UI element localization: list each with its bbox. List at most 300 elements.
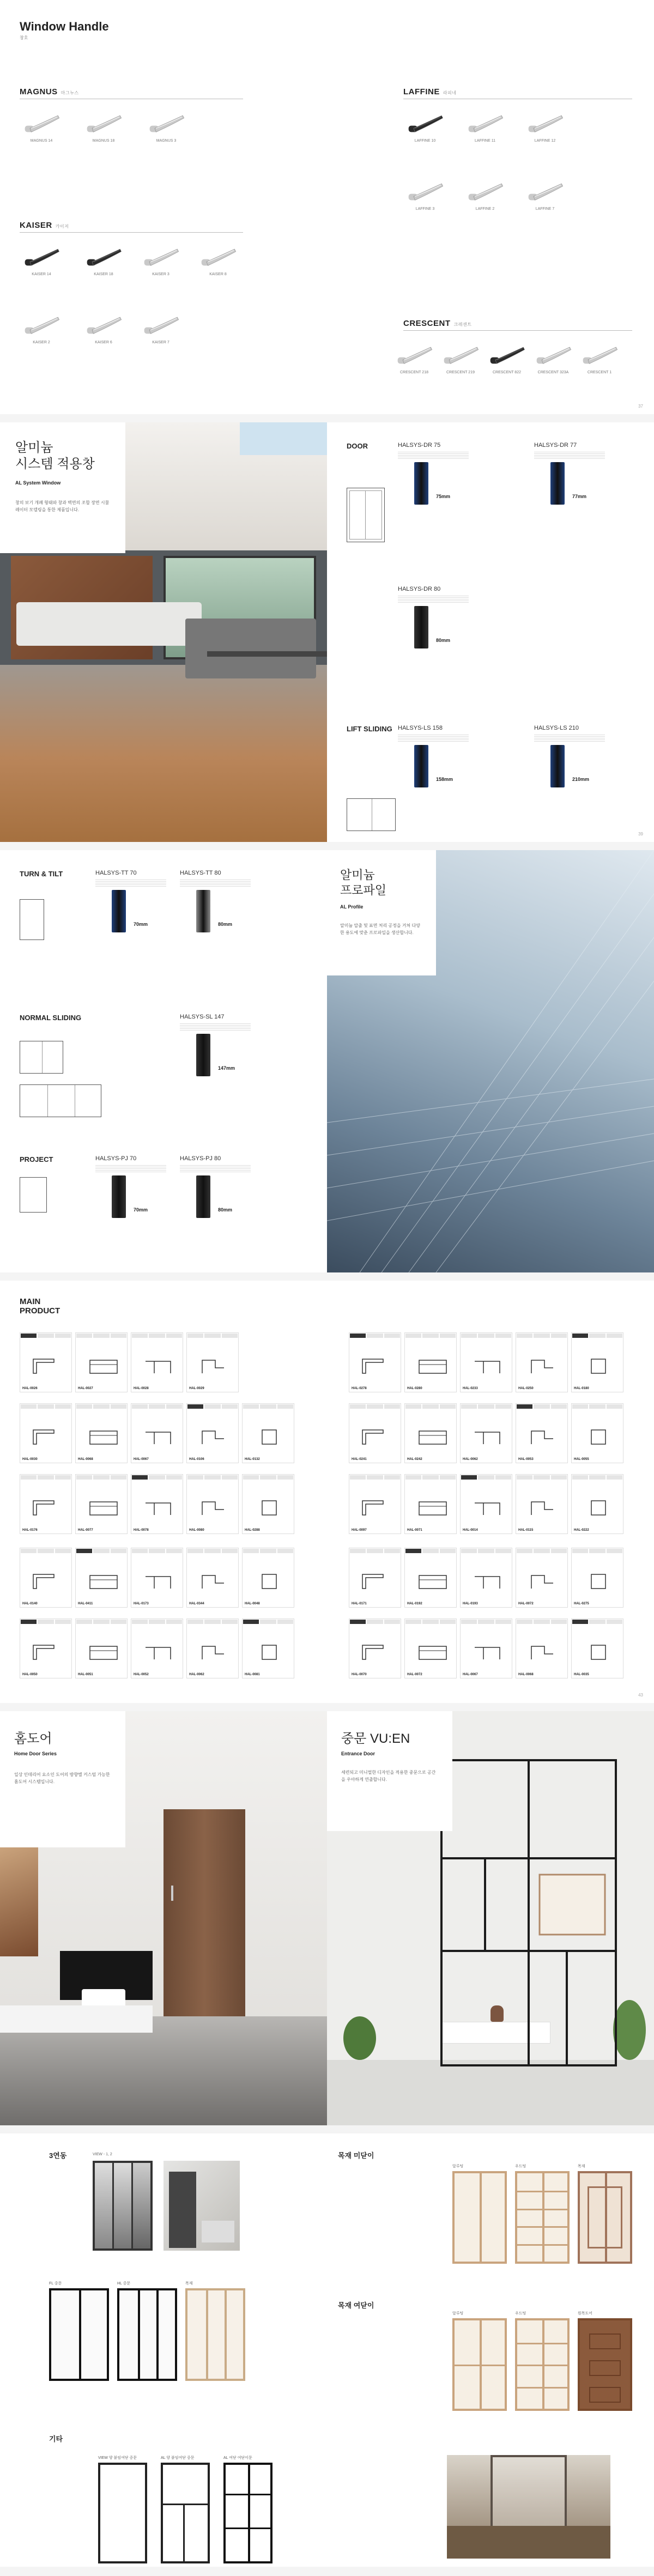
laffine-sub: 라피네 (443, 90, 457, 95)
wooden-door (164, 1809, 245, 2016)
intro-subtitle: AL System Window (15, 480, 61, 486)
handle-icon (466, 180, 504, 205)
lift-label: LIFT SLIDING (347, 725, 392, 733)
product-code: HAL-0067 (134, 1458, 149, 1461)
handle-item (196, 245, 240, 276)
laffine-title: LAFFINE (403, 87, 440, 96)
spec-block (180, 870, 256, 934)
page-doors (0, 1711, 654, 2125)
handle-icon (526, 112, 564, 137)
product-code: HAL-0222 (574, 1529, 589, 1532)
product-code: HAL-0030 (22, 1458, 38, 1461)
product-card[interactable] (516, 1548, 568, 1608)
product-code: HAL-0171 (352, 1602, 367, 1605)
product-card[interactable] (75, 1332, 128, 1392)
product-code: HAL-0140 (22, 1602, 38, 1605)
door-item[interactable] (49, 2281, 109, 2381)
handle-icon (84, 112, 123, 137)
door-frame (452, 2318, 507, 2411)
spec-product-name: HALSYS-PJ 80 (180, 1155, 221, 1162)
product-card[interactable] (571, 1474, 623, 1534)
product-card-tags (76, 1548, 127, 1554)
profile-section-image (95, 1175, 166, 1219)
product-card-tags (76, 1333, 127, 1338)
product-card[interactable] (571, 1332, 623, 1392)
product-card[interactable] (460, 1332, 512, 1392)
profile-size: 210mm (572, 777, 590, 782)
page-title: Window Handle (20, 20, 109, 33)
product-card-tags (349, 1333, 401, 1338)
handle-icon (22, 313, 60, 338)
spec-block (180, 1155, 256, 1219)
product-card[interactable] (460, 1619, 512, 1678)
door-label: 목재 (578, 2165, 585, 2168)
product-code: HAL-0068 (518, 1673, 534, 1676)
profile-title-2: 프로파일 (340, 883, 387, 897)
product-card-tags (349, 1475, 401, 1480)
product-card[interactable] (242, 1619, 294, 1678)
handle-label: LAFFINE 10 (414, 139, 436, 143)
handle-item (139, 245, 183, 276)
door-frame (49, 2288, 109, 2381)
product-code: HAL-0028 (134, 1387, 149, 1390)
handle-item (392, 343, 436, 374)
section-laffine (403, 87, 632, 99)
door-item[interactable] (117, 2281, 177, 2381)
profile-section-image (398, 745, 469, 789)
product-card[interactable] (460, 1548, 512, 1608)
page-number: 37 (638, 404, 643, 409)
project-label: PROJECT (20, 1155, 53, 1163)
handle-item (20, 112, 63, 143)
product-card-tags (243, 1475, 294, 1480)
chair (185, 619, 316, 678)
door-frame (578, 2318, 632, 2411)
profile-size: 70mm (134, 1207, 148, 1213)
product-code: HAL-0052 (134, 1673, 149, 1676)
product-code: HAL-0115 (518, 1529, 534, 1532)
product-code: HAL-0241 (352, 1458, 367, 1461)
spec-block (95, 870, 172, 934)
handle-item (403, 180, 447, 211)
product-card-tags (131, 1404, 183, 1409)
product-card[interactable] (20, 1548, 72, 1608)
product-code: HAL-0411 (78, 1602, 93, 1605)
home-door-description: 일상 인테리어 요소인 도어의 방향별 커스텀 가능한 홈도어 시스템입니다. (14, 1772, 110, 1784)
spec-block (398, 586, 474, 650)
product-card[interactable] (131, 1332, 183, 1392)
entrance-door-title: 중문 VU:EN (341, 1731, 410, 1746)
handle-label: CRESCENT 822 (492, 371, 521, 374)
door-label: 알루팅 (452, 2165, 464, 2168)
entrance-door-card (327, 1711, 452, 1831)
product-card[interactable] (349, 1403, 401, 1463)
spec-table (398, 451, 469, 459)
product-card-tags (187, 1475, 238, 1480)
product-card-tags (405, 1404, 456, 1409)
profile-section-image (180, 1175, 251, 1219)
product-card[interactable] (131, 1619, 183, 1678)
product-card[interactable] (571, 1619, 623, 1678)
product-card-tags (187, 1333, 238, 1338)
handle-label: KAISER 2 (33, 341, 50, 344)
product-card[interactable] (349, 1619, 401, 1678)
profile-size: 70mm (134, 922, 148, 927)
product-code: HAL-0078 (134, 1529, 149, 1532)
product-code: HAL-0077 (78, 1529, 93, 1532)
product-card-tags (572, 1548, 623, 1554)
product-code: HAL-0027 (78, 1387, 93, 1390)
handle-icon (441, 343, 480, 368)
handle-icon (406, 112, 444, 137)
home-door-title: 홈도어 (14, 1731, 52, 1746)
product-card[interactable] (460, 1474, 512, 1534)
handle-label: KAISER 6 (95, 341, 112, 344)
product-card-tags (20, 1619, 71, 1625)
product-card-tags (187, 1548, 238, 1554)
spec-product-name: HALSYS-LS 158 (398, 725, 443, 731)
product-card[interactable] (516, 1403, 568, 1463)
magnus-title: MAGNUS (20, 87, 58, 96)
handle-icon (147, 112, 185, 137)
product-code: HAL-0250 (518, 1387, 534, 1390)
product-card[interactable] (20, 1474, 72, 1534)
product-card[interactable] (404, 1548, 457, 1608)
product-code: HAL-0068 (78, 1458, 93, 1461)
door-frame (185, 2288, 245, 2381)
handle-label: KAISER 14 (32, 272, 51, 276)
wood-sliding-title: 목재 미닫이 (338, 2151, 374, 2160)
handle-item (82, 245, 125, 276)
product-card[interactable] (75, 1548, 128, 1608)
spec-product-name: HALSYS-DR 75 (398, 442, 441, 448)
main-product-title-1: MAIN (20, 1297, 41, 1306)
handle-item (20, 313, 63, 344)
handle-label: CRESCENT 219 (446, 371, 475, 374)
handle-icon (488, 343, 526, 368)
product-card-tags (20, 1475, 71, 1480)
spec-block (534, 442, 610, 506)
product-card[interactable] (20, 1619, 72, 1678)
handle-item (523, 112, 567, 143)
product-card-tags (405, 1475, 456, 1480)
home-door-photo (0, 1711, 327, 2125)
turn-tilt-label: TURN & TILT (20, 870, 63, 878)
handle-icon (84, 245, 123, 270)
profile-section-image (534, 745, 605, 789)
handle-label: MAGNUS 3 (156, 139, 177, 143)
product-card-tags (405, 1333, 456, 1338)
project-diagram (20, 1177, 47, 1213)
door-frame (452, 2171, 507, 2264)
product-code: HAL-0278 (352, 1387, 367, 1390)
product-card[interactable] (404, 1619, 457, 1678)
product-card[interactable] (404, 1474, 457, 1534)
profile-size: 147mm (218, 1065, 235, 1071)
door-item[interactable] (161, 2455, 210, 2563)
product-card[interactable] (349, 1474, 401, 1534)
product-card[interactable] (131, 1403, 183, 1463)
product-code: HAL-0081 (245, 1673, 260, 1676)
product-code: HAL-0062 (189, 1673, 204, 1676)
product-code: HAL-0072 (518, 1602, 534, 1605)
handle-item (82, 112, 125, 143)
door-label: 우드팅 (515, 2165, 526, 2168)
door-label: AL 여닫 여닫이문 (223, 2456, 252, 2460)
product-card-tags (131, 1619, 183, 1625)
product-card-tags (76, 1404, 127, 1409)
handle-item (485, 343, 529, 374)
product-code: HAL-0176 (22, 1529, 38, 1532)
handle-label: LAFFINE 11 (475, 139, 495, 143)
table-top (207, 651, 327, 657)
handle-label: KAISER 8 (209, 272, 227, 276)
door-label: 알루팅 (452, 2312, 464, 2316)
handle-label: CRESCENT 323A (537, 371, 569, 374)
door-frame (117, 2288, 177, 2381)
door-item[interactable] (452, 2163, 507, 2264)
product-code: HAL-0344 (189, 1602, 204, 1605)
product-card[interactable] (242, 1403, 294, 1463)
handle-icon (534, 343, 572, 368)
wall-art (0, 1847, 38, 1956)
section-crescent (403, 319, 632, 331)
handle-icon (142, 313, 180, 338)
door-label: 원목도어 (578, 2312, 593, 2316)
product-code: HAL-0106 (189, 1458, 204, 1461)
product-card-tags (131, 1333, 183, 1338)
product-card-tags (243, 1548, 294, 1554)
spec-table (180, 1022, 251, 1031)
handle-icon (526, 180, 564, 205)
handle-label: LAFFINE 3 (415, 207, 435, 211)
profile-size: 158mm (436, 777, 453, 782)
product-card[interactable] (186, 1403, 239, 1463)
product-card[interactable] (131, 1548, 183, 1608)
product-code: HAL-0173 (134, 1602, 149, 1605)
product-card[interactable] (516, 1474, 568, 1534)
building-photo (327, 850, 654, 1272)
intro-card (0, 422, 125, 553)
page-window-handle (0, 0, 654, 414)
door-label: HL 중문 (117, 2282, 131, 2286)
product-card-tags (461, 1619, 512, 1625)
door-label: FL 중문 (49, 2282, 62, 2286)
product-card-tags (20, 1548, 71, 1554)
profile-section-image (95, 890, 166, 934)
product-card[interactable] (186, 1332, 239, 1392)
interior-glass-photo (447, 2455, 610, 2559)
spec-table (180, 1164, 251, 1172)
handle-item (20, 245, 63, 276)
product-card[interactable] (516, 1332, 568, 1392)
product-card-tags (20, 1333, 71, 1338)
spec-table (534, 734, 605, 742)
home-door-card (0, 1711, 125, 1847)
product-card[interactable] (20, 1332, 72, 1392)
spec-table (95, 878, 166, 887)
profile-section-image (180, 890, 251, 934)
handle-label: LAFFINE 7 (535, 207, 555, 211)
product-card[interactable] (349, 1332, 401, 1392)
product-card-tags (461, 1333, 512, 1338)
three-link-title: 3연동 (49, 2151, 67, 2160)
product-card[interactable] (571, 1548, 623, 1608)
profile-size: 80mm (218, 922, 233, 927)
normal-sliding-diagram-2 (20, 1084, 101, 1117)
product-card[interactable] (460, 1403, 512, 1463)
product-card[interactable] (242, 1474, 294, 1534)
handle-icon (142, 245, 180, 270)
product-card[interactable] (75, 1403, 128, 1463)
spec-product-name: HALSYS-DR 80 (398, 586, 441, 592)
product-code: HAL-0275 (574, 1602, 589, 1605)
product-code: HAL-0132 (245, 1458, 260, 1461)
section-magnus (20, 87, 243, 99)
handle-item (463, 180, 507, 211)
door-item[interactable] (452, 2311, 507, 2411)
profile-section-image (398, 606, 469, 650)
product-code: HAL-0051 (78, 1673, 93, 1676)
handle-label: CRESCENT 1 (587, 371, 612, 374)
product-code: HAL-0048 (245, 1602, 260, 1605)
product-card[interactable] (75, 1619, 128, 1678)
spec-block (95, 1155, 172, 1219)
product-card[interactable] (349, 1548, 401, 1608)
product-card-tags (461, 1404, 512, 1409)
door-item[interactable] (223, 2455, 272, 2563)
product-card[interactable] (75, 1474, 128, 1534)
product-code: HAL-0055 (574, 1458, 589, 1461)
handle-item (439, 343, 482, 374)
crescent-sub: 크레센트 (453, 322, 472, 327)
door-item[interactable] (515, 2311, 570, 2411)
profile-size: 80mm (436, 638, 451, 643)
spec-block (398, 725, 474, 789)
wood-hinged-title: 목재 여닫이 (338, 2301, 374, 2310)
door-item[interactable] (578, 2311, 632, 2411)
kaiser-sub: 카이저 (55, 224, 69, 229)
product-card-tags (349, 1404, 401, 1409)
product-card[interactable] (131, 1474, 183, 1534)
door-item[interactable] (578, 2163, 632, 2264)
door-frame (98, 2463, 147, 2563)
profile-size: 75mm (436, 494, 451, 499)
product-card[interactable] (242, 1548, 294, 1608)
product-card[interactable] (186, 1474, 239, 1534)
product-card[interactable] (516, 1619, 568, 1678)
product-code: HAL-0242 (407, 1458, 422, 1461)
spec-table (398, 595, 469, 603)
product-card-tags (461, 1475, 512, 1480)
spec-block (398, 442, 474, 506)
sofa (16, 602, 202, 646)
door-handle (171, 1886, 173, 1901)
three-link-sub: VIEW - 1, 2 (93, 2153, 112, 2156)
product-card-tags (572, 1404, 623, 1409)
spec-product-name: HALSYS-SL 147 (180, 1014, 225, 1020)
entrance-door-photo (327, 1711, 654, 2125)
page-system-window (0, 422, 654, 842)
handle-icon (395, 343, 433, 368)
product-code: HAL-0288 (245, 1529, 260, 1532)
product-card-tags (187, 1404, 238, 1409)
product-card[interactable] (186, 1548, 239, 1608)
product-code: HAL-0080 (189, 1529, 204, 1532)
spec-table (180, 878, 251, 887)
product-code: HAL-0233 (463, 1387, 478, 1390)
product-card-tags (349, 1548, 401, 1554)
door-frame (223, 2463, 272, 2563)
home-door-subtitle: Home Door Series (14, 1751, 57, 1756)
product-card-tags (243, 1404, 294, 1409)
main-product-title (20, 1297, 60, 1316)
handle-label: KAISER 18 (94, 272, 113, 276)
kaiser-title: KAISER (20, 221, 52, 230)
page-al-profile (0, 850, 654, 1272)
spec-table (95, 1164, 166, 1172)
handle-icon (84, 313, 123, 338)
product-card-tags (516, 1333, 567, 1338)
handle-label: MAGNUS 14 (30, 139, 53, 143)
door-frame (578, 2171, 632, 2264)
product-card-tags (516, 1475, 567, 1480)
handle-icon (22, 245, 60, 270)
entrance-door-subtitle: Entrance Door (341, 1751, 376, 1756)
handle-icon (466, 112, 504, 137)
page-title-block (20, 20, 109, 41)
product-card[interactable] (571, 1403, 623, 1463)
profile-intro-card (327, 850, 436, 975)
catalog-left (0, 2133, 327, 2567)
product-card[interactable] (20, 1403, 72, 1463)
product-code: HAL-0062 (463, 1458, 478, 1461)
product-code: HAL-0070 (352, 1673, 367, 1676)
handle-icon (580, 343, 619, 368)
handle-icon (22, 112, 60, 137)
spec-block (180, 1014, 256, 1077)
handle-item (578, 343, 621, 374)
lift-diagram (347, 798, 396, 831)
door-label: VIEW 양 붙임여닫 중문 (98, 2456, 137, 2460)
product-card[interactable] (186, 1619, 239, 1678)
spec-product-name: HALSYS-DR 77 (534, 442, 577, 448)
product-code: HAL-0053 (518, 1458, 534, 1461)
handle-icon (199, 245, 237, 270)
three-link-panels (93, 2161, 153, 2251)
profile-description: 알미늄 압출 및 표면 처리 공정을 거쳐 다양한 용도에 맞춘 프로파일을 생산합니다. (340, 923, 420, 935)
product-code: HAL-0097 (352, 1529, 367, 1532)
handle-item (463, 112, 507, 143)
product-card-tags (76, 1619, 127, 1625)
page-main-product (0, 1281, 654, 1703)
product-code: HAL-0193 (463, 1602, 478, 1605)
door-item[interactable] (98, 2455, 147, 2563)
door-item[interactable] (515, 2163, 570, 2264)
entrance-door-description: 세련되고 미니멀한 디자인을 적용한 중문으로 공간을 우아하게 연출합니다. (341, 1770, 436, 1782)
profile-title-1: 알미늄 (340, 868, 375, 882)
product-card[interactable] (404, 1332, 457, 1392)
door-item[interactable] (185, 2281, 245, 2381)
skylight (240, 422, 327, 455)
system-specs (327, 422, 654, 842)
handle-icon (406, 180, 444, 205)
product-card[interactable] (404, 1403, 457, 1463)
magnus-sub: 마그누스 (60, 90, 79, 95)
shelf (0, 2005, 153, 2033)
product-card-tags (243, 1619, 294, 1625)
product-code: HAL-0029 (189, 1387, 204, 1390)
